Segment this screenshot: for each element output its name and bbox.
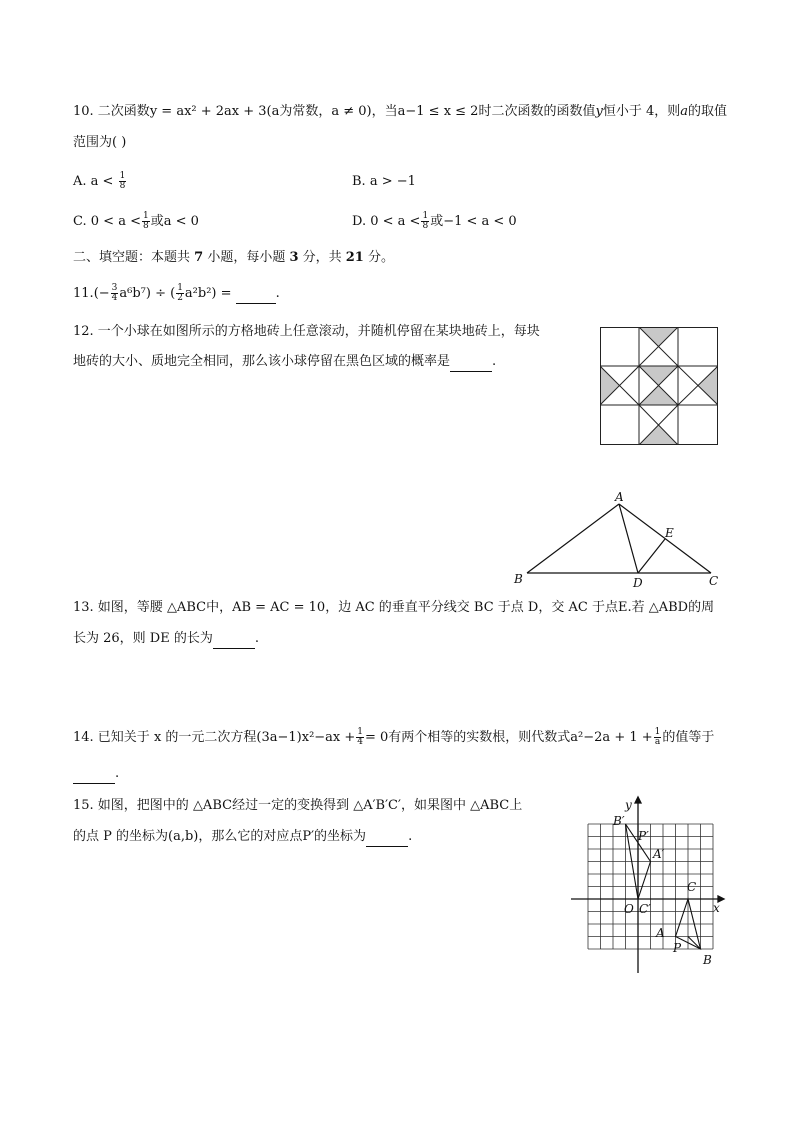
fraction (111, 284, 119, 303)
q13-line2 (73, 629, 259, 649)
q10-option-c-label: C. (73, 214, 87, 229)
frac-num: 1 (654, 727, 661, 737)
q10-option-b: B. a > −1 (352, 174, 416, 189)
q15-line2-text: 的点 P 的坐标为(a,b)，那么它的对应点P′的坐标为 (73, 829, 367, 844)
frac-num: 1 (142, 211, 149, 221)
label-a: A (656, 926, 665, 940)
answer-blank[interactable] (366, 846, 408, 847)
q10-prefix: 10. 二次函数 (73, 104, 150, 119)
fraction (356, 728, 364, 747)
frac-den: 8 (119, 181, 126, 191)
label-y: y (625, 798, 632, 812)
answer-blank[interactable] (213, 648, 255, 649)
label-c-prime: C′ (639, 902, 651, 916)
label-e: E (665, 526, 674, 540)
shaded-triangle (639, 426, 678, 446)
q12-line1: 12. 一个小球在如图所示的方格地砖上任意滚动，并随机停留在某块地砖上，每块 (73, 324, 540, 339)
axes (571, 797, 724, 973)
q10-option-a (73, 172, 127, 192)
q10-tail2: 恒小于 4，则 (602, 104, 681, 119)
frac-den: 4 (357, 737, 364, 747)
label-b: B (514, 572, 523, 586)
frac-den: 8 (422, 221, 429, 231)
q12-line2 (73, 352, 496, 372)
q15-end: . (408, 829, 413, 844)
q10-option-a-expr: a < (90, 174, 114, 189)
q14-part-a: 14. 已知关于 x 的一元二次方程(3a−1)x²−ax + (73, 730, 356, 745)
segment-ab (527, 504, 619, 573)
q10-option-d (352, 212, 517, 232)
shaded-triangle (639, 366, 678, 386)
label-p-prime: P′ (638, 829, 649, 843)
label-a-prime: A′ (653, 847, 665, 861)
q11-end: . (275, 286, 280, 301)
q10-option-d-expr2: 或−1 < a < 0 (430, 214, 517, 229)
q10-var-y: y (595, 104, 603, 119)
q11-open: (− (93, 286, 110, 301)
label-c: C (687, 880, 697, 894)
shaded-triangle (639, 386, 678, 406)
q11-stem (73, 284, 280, 304)
label-p: P (673, 941, 682, 955)
q10-option-d-label: D. (352, 214, 367, 229)
q13-line2-text: 长为 26，则 DE 的长为 (73, 631, 213, 646)
answer-blank[interactable] (73, 783, 115, 784)
frac-num: 1 (357, 727, 364, 737)
section-total: 21 (345, 250, 364, 265)
shaded-triangle (600, 366, 620, 405)
q12-line2-text: 地砖的大小、质地完全相同，那么该小球停留在黑色区域的概率是 (73, 354, 451, 369)
q11-number: 11. (73, 286, 94, 301)
section-mid2: 分，共 (298, 250, 346, 265)
section-mid1: 小题，每小题 (203, 250, 290, 265)
frac-num: 3 (111, 283, 118, 293)
q15-line2 (73, 827, 412, 847)
label-b: B (703, 953, 712, 967)
q10-range: a−1 ≤ x ≤ 2 (397, 104, 479, 119)
q14-part-c: 的值等于 (662, 730, 715, 745)
q13-line1: 13. 如图，等腰 △ABC中，AB = AC = 10，边 AC 的垂直平分线交 BC 于点 D，交 AC 于点E.若 △ABD的周 (73, 600, 715, 615)
section-heading (73, 248, 394, 268)
fraction (176, 284, 184, 303)
q10-stem-line2: 范围为( ) (73, 135, 127, 150)
q14-line2 (73, 764, 119, 784)
answer-blank[interactable] (236, 303, 276, 304)
q13-end: . (254, 631, 259, 646)
q11-term1: a⁶b⁷) ÷ ( (119, 286, 176, 301)
section-count: 7 (194, 250, 204, 265)
q10-option-c (73, 212, 199, 232)
label-d: D (633, 576, 643, 590)
q10-condition: (a为常数，a ≠ 0)，当 (266, 104, 398, 119)
q10-option-d-expr1: 0 < a < (370, 214, 421, 229)
fraction (654, 728, 662, 747)
frac-num: 1 (177, 283, 183, 293)
section-pre: 二、填空题：本题共 (73, 250, 195, 265)
q10-end: 的取值 (688, 104, 728, 119)
label-b-prime: B′ (613, 814, 625, 828)
answer-blank[interactable] (450, 371, 492, 372)
q10-var-a: a (680, 104, 689, 119)
label-origin: O (624, 902, 634, 916)
q10-option-c-expr2: 或a < 0 (150, 214, 199, 229)
fraction (421, 212, 429, 231)
frac-num: 1 (119, 171, 126, 181)
frac-den: 4 (111, 293, 118, 303)
frac-den: 2 (177, 293, 183, 303)
frac-den: a (654, 737, 661, 747)
section-end: 分。 (363, 250, 394, 265)
q14-end: . (115, 766, 120, 781)
q15-line1: 15. 如图，把图中的 △ABC经过一定的变换得到 △A′B′C′，如果图中 △ABC上 (73, 798, 523, 813)
q10-option-c-expr1: 0 < a < (90, 214, 141, 229)
q10-option-a-label: A. (73, 174, 87, 189)
q14-part-b: = 0有两个相等的实数根，则代数式a²−2a + 1 + (365, 730, 653, 745)
fraction (119, 172, 127, 191)
q10-tail: 时二次函数的函数值 (478, 104, 596, 119)
section-points-each: 3 (289, 250, 299, 265)
q14-line1 (73, 728, 714, 748)
frac-num: 1 (422, 211, 429, 221)
tile-grid-figure (600, 327, 718, 445)
segment-de (638, 539, 665, 573)
label-a: A (615, 490, 624, 504)
shaded-triangle (699, 366, 719, 405)
triangle-abc-figure (505, 485, 730, 595)
label-x: x (713, 901, 720, 915)
q11-term2: a²b²) = (184, 286, 236, 301)
q10-stem-line1 (73, 102, 727, 122)
segment-ad (619, 504, 638, 573)
label-c: C (709, 574, 719, 588)
q12-end: . (492, 354, 497, 369)
y-axis-arrow (635, 797, 641, 803)
shaded-triangle (639, 327, 678, 347)
fraction (142, 212, 150, 231)
q10-function: y = ax² + 2ax + 3 (149, 104, 267, 119)
frac-den: 8 (142, 221, 149, 231)
coordinate-grid-figure (568, 795, 728, 975)
